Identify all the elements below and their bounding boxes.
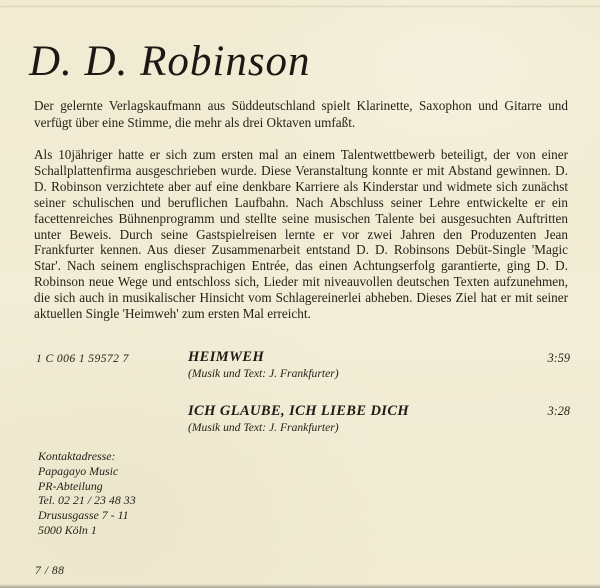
catalog-number: 1 C 006 1 59572 7 (36, 352, 129, 365)
track-title-heimweh: HEIMWEH (188, 349, 265, 365)
contact-line-company: Papagayo Music (38, 463, 119, 478)
page-code: 7 / 88 (35, 564, 65, 577)
contact-block (38, 449, 136, 538)
artist-name-title: D. D. Robinson (29, 38, 311, 85)
track-title-ich-glaube: ICH GLAUBE, ICH LIEBE DICH (188, 403, 410, 419)
intro-paragraph: Der gelernte Verlagskaufmann aus Süddeutschland spielt Klarinette, Saxophon und Gitarre und verfügt über eine Stimme, die mehr als drei Oktaven umfaßt. (34, 98, 568, 130)
track-credit: (Musik und Text: J. Frankfurter) (188, 421, 339, 434)
bio-paragraph: Als 10jähriger hatte er sich zum ersten mal an einem Talentwettbewerb beteiligt, der von einer Schallplattenfirma ausgeschrieben wurde. Diese Veranstaltung konnte er mit Abstand gewinnen. D. D. Robinson verzichtete aber auf eine denkbare Karriere als Kinderstar und widmete sich zunächst seiner schulischen und beruflichen Laufbahn. Nach Abschluss seiner Lehre entwickelte er ein facettenreiches Bühnenprogramm und stellte seine musischen Talente bei ausgesuchten Auftritten unter Beweis. Durch seine Gastspielreisen lernte er vor zwei Jahren den Produzenten Jean Frankfurter kennen. Aus dieser Zusammenarbeit entstand D. D. Robinsons Debüt-Single 'Magic Star'. Nach seinem englischsprachigen Entrée, das einen Achtungserfolg garantierte, ging D. D. Robinson neue Wege und entschloss sich, Lieder mit niveauvollen deutschen Texten aufzunehmen, die sich auch in musikalischer Hinsicht vom Schlagereinerlei abheben. Dieses Ziel hat er mit seiner aktuellen Single 'Heimweh' zum ersten Mal erreicht. (34, 147, 568, 322)
contact-line-department: PR-Abteilung (38, 478, 103, 493)
contact-heading: Kontaktadresse: (38, 449, 116, 463)
contact-line-street: Drususgasse 7 - 11 (38, 508, 129, 523)
scan-edge-top (0, 6, 600, 7)
track-duration: 3:28 (547, 404, 570, 418)
contact-line-city: 5000 Köln 1 (38, 522, 97, 537)
track-duration: 3:59 (547, 351, 570, 365)
contact-line-phone: Tel. 02 21 / 23 48 33 (38, 493, 136, 508)
track-credit: (Musik und Text: J. Frankfurter) (188, 367, 339, 380)
scan-edge-bottom (0, 584, 600, 588)
